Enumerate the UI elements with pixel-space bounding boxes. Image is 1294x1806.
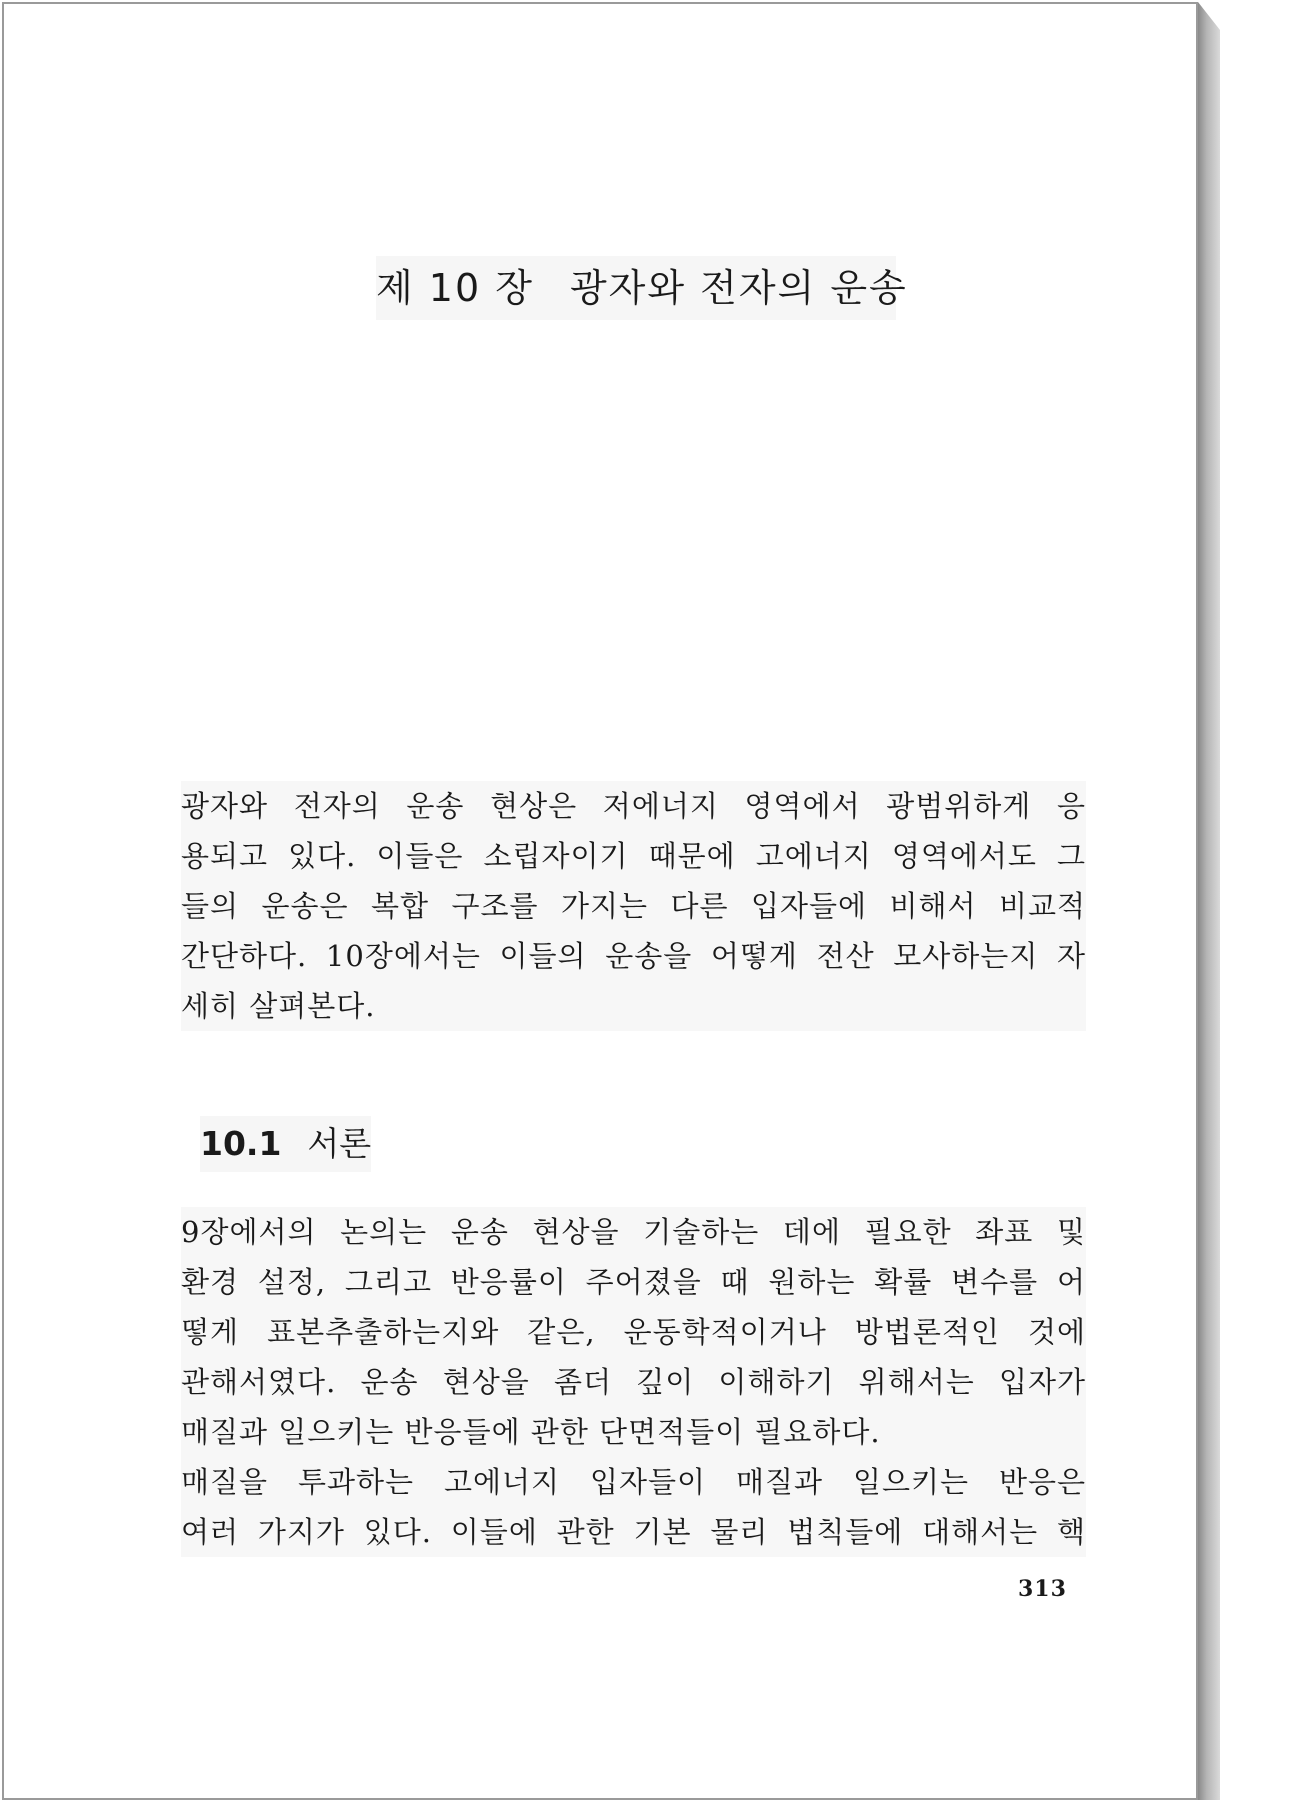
section-number: 10.1	[200, 1124, 282, 1163]
intro-line: 광자와 전자의 운송 현상은 저에너지 영역에서 광범위하게 응	[181, 789, 1086, 823]
chapter-number: 제 10 장	[376, 266, 534, 310]
book-page	[2, 2, 1198, 1800]
body-line: 여러 가지가 있다. 이들에 관한 기본 물리 법칙들에 대해서는 핵	[181, 1515, 1086, 1549]
page-edge-shadow	[1198, 2, 1220, 1800]
body-paragraph-1	[181, 1207, 1086, 1457]
intro-line: 세히 살펴본다.	[181, 989, 376, 1023]
body-paragraph-2	[181, 1457, 1086, 1557]
body-line: 매질을 투과하는 고에너지 입자들이 매질과 일으키는 반응은	[181, 1465, 1086, 1499]
section-heading	[200, 1116, 371, 1172]
section-title: 서론	[307, 1124, 372, 1163]
intro-line: 용되고 있다. 이들은 소립자이기 때문에 고에너지 영역에서도 그	[181, 839, 1086, 873]
body-line: 매질과 일으키는 반응들에 관한 단면적들이 필요하다.	[181, 1415, 881, 1449]
body-line: 떻게 표본추출하는지와 같은, 운동학적이거나 방법론적인 것에	[181, 1315, 1086, 1349]
chapter-title-text: 광자와 전자의 운송	[569, 266, 908, 310]
chapter-title	[376, 256, 908, 320]
intro-line: 들의 운송은 복합 구조를 가지는 다른 입자들에 비해서 비교적	[181, 889, 1086, 923]
page-number: 313	[1018, 1576, 1067, 1602]
intro-line: 간단하다. 10장에서는 이들의 운송을 어떻게 전산 모사하는지 자	[181, 939, 1086, 973]
viewer-margin	[1220, 0, 1294, 1806]
body-line: 관해서였다. 운송 현상을 좀더 깊이 이해하기 위해서는 입자가	[181, 1365, 1086, 1399]
body-line: 환경 설정, 그리고 반응률이 주어졌을 때 원하는 확률 변수를 어	[181, 1265, 1086, 1299]
body-line: 9장에서의 논의는 운송 현상을 기술하는 데에 필요한 좌표 및	[181, 1215, 1086, 1249]
intro-paragraph	[181, 781, 1086, 1031]
